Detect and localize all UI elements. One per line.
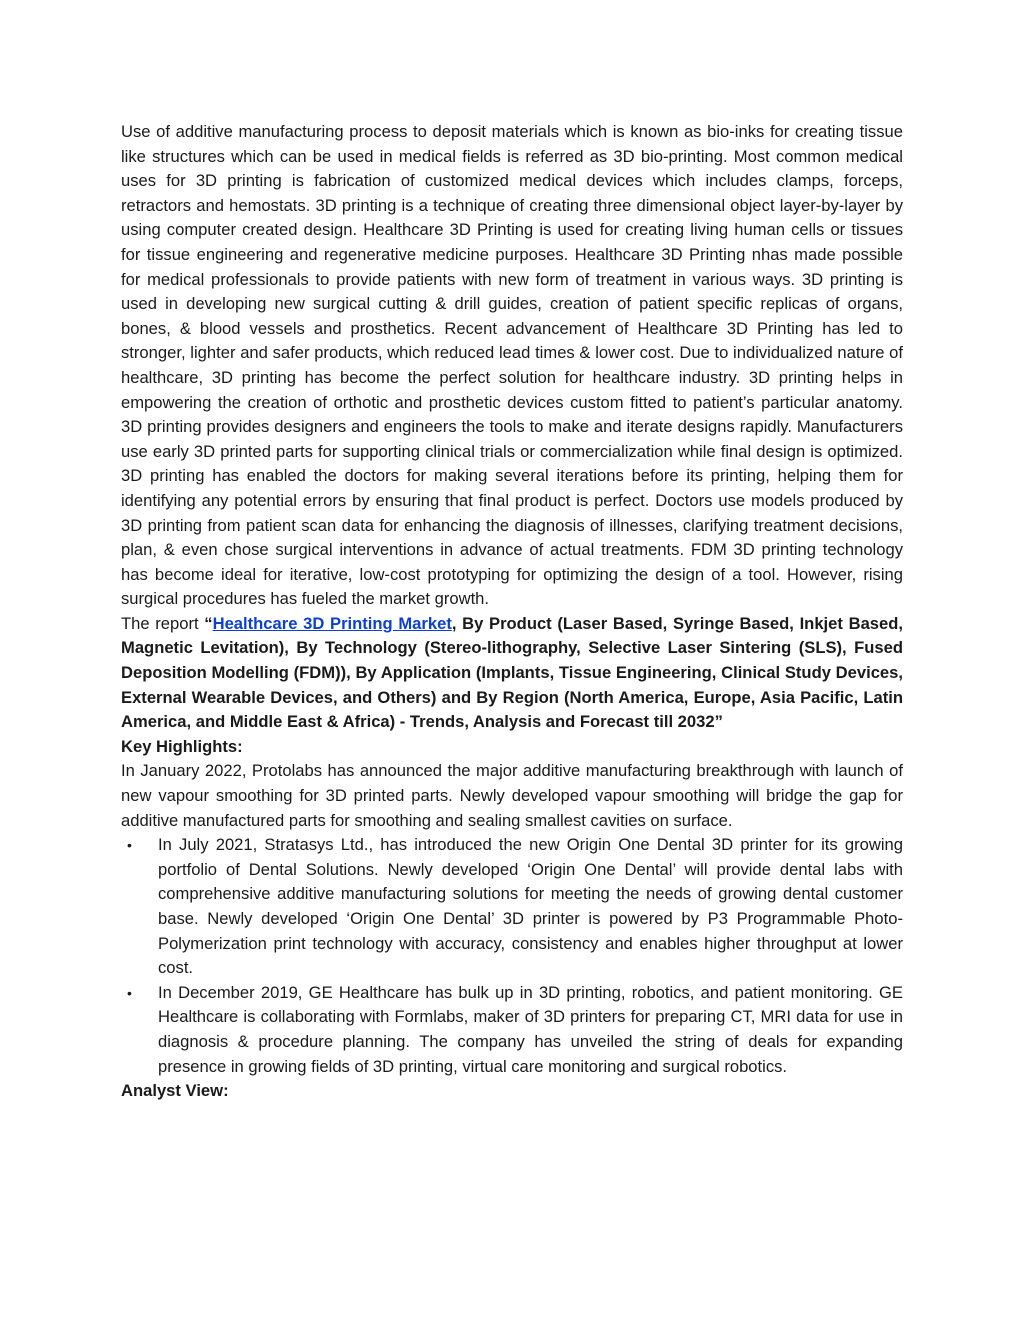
report-market-link[interactable]: Healthcare 3D Printing Market: [212, 613, 452, 633]
key-highlights-intro: In January 2022, Protolabs has announced the major additive manufacturing breakthrough with launch of new vapour smoothing for 3D printed parts. Newly developed vapour smoothing will bridge the gap for additive manufactured parts for smoothing and sealing smallest cavities on surface.: [121, 761, 903, 830]
document-page: [121, 120, 903, 1104]
report-open-quote: “: [204, 613, 213, 633]
report-title-rest: , By Product (Laser Based, Syringe Based, Inkjet Based, Magnetic Levitation), By Technology (Stereo-lithography, Selective Laser Sintering (SLS), Fused Deposition Modelling (FDM)), By Application (Implants, Tissue Engineering, Clinical Study Devices, External Wearable Devices, and Others) and By Region (North America, Europe, Asia Pacific, Latin America, and Middle East & Africa) - Trends, Analysis and Forecast till 2032”: [121, 613, 904, 732]
highlights-list: [121, 833, 903, 1079]
bullet-icon: •: [127, 837, 132, 854]
key-highlights-heading: Key Highlights:: [121, 736, 243, 756]
list-item-text: In December 2019, GE Healthcare has bulk up in 3D printing, robotics, and patient monitoring. GE Healthcare is collaborating with Formlabs, maker of 3D printers for preparing CT, MRI data for use in diagnosis & procedure planning. The company has unveiled the string of deals for expanding presence in growing fields of 3D printing, virtual care monitoring and surgical robotics.: [158, 982, 903, 1076]
intro-paragraph: Use of additive manufacturing process to deposit materials which is known as bio-inks for creating tissue like structures which can be used in medical fields is referred as 3D bio-printing. Most common medical uses for 3D printing is fabrication of customized medical devices which includes clamps, forceps, retractors and hemostats. 3D printing is a technique of creating three dimensional object layer-by-layer by using computer created design. Healthcare 3D Printing is used for creating living human cells or tissues for tissue engineering and regenerative medicine purposes. Healthcare 3D Printing nhas made possible for medical professionals to provide patients with new form of treatment in various ways. 3D printing is used in developing new surgical cutting & drill guides, creation of patient specific replicas of organs, bones, & blood vessels and prosthetics. Recent advancement of Healthcare 3D Printing has led to stronger, lighter and safer products, which reduced lead times & lower cost. Due to individualized nature of healthcare, 3D printing has become the perfect solution for healthcare industry. 3D printing helps in empowering the creation of orthotic and prosthetic devices custom fitted to patient’s particular anatomy. 3D printing provides designers and engineers the tools to make and iterate designs rapidly. Manufacturers use early 3D printed parts for supporting clinical trials or commercialization while final design is optimized. 3D printing has enabled the doctors for making several iterations before its printing, helping them for identifying any potential errors by ensuring that final product is perfect. Doctors use models produced by 3D printing from patient scan data for enhancing the diagnosis of illnesses, clarifying treatment decisions, plan, & even chose surgical interventions in advance of actual treatments. FDM 3D printing technology has become ideal for iterative, low-cost prototyping for optimizing the design of a tool. However, rising surgical procedures has fueled the market growth.: [121, 122, 903, 609]
list-item: [121, 833, 903, 981]
list-item-text: In July 2021, Stratasys Ltd., has introduced the new Origin One Dental 3D printer for its growing portfolio of Dental Solutions. Newly developed ‘Origin One Dental’ will provide dental labs with comprehensive additive manufacturing solutions for meeting the needs of growing dental customer base. Newly developed ‘Origin One Dental’ 3D printer is powered by P3 Programmable Photo-Polymerization print technology with accuracy, consistency and enables higher throughput at lower cost.: [158, 835, 903, 978]
report-prefix: The report: [121, 613, 205, 633]
list-item: [121, 981, 903, 1079]
bullet-icon: •: [127, 984, 132, 1001]
analyst-view-heading: Analyst View:: [121, 1081, 229, 1101]
report-paragraph: [121, 612, 903, 735]
